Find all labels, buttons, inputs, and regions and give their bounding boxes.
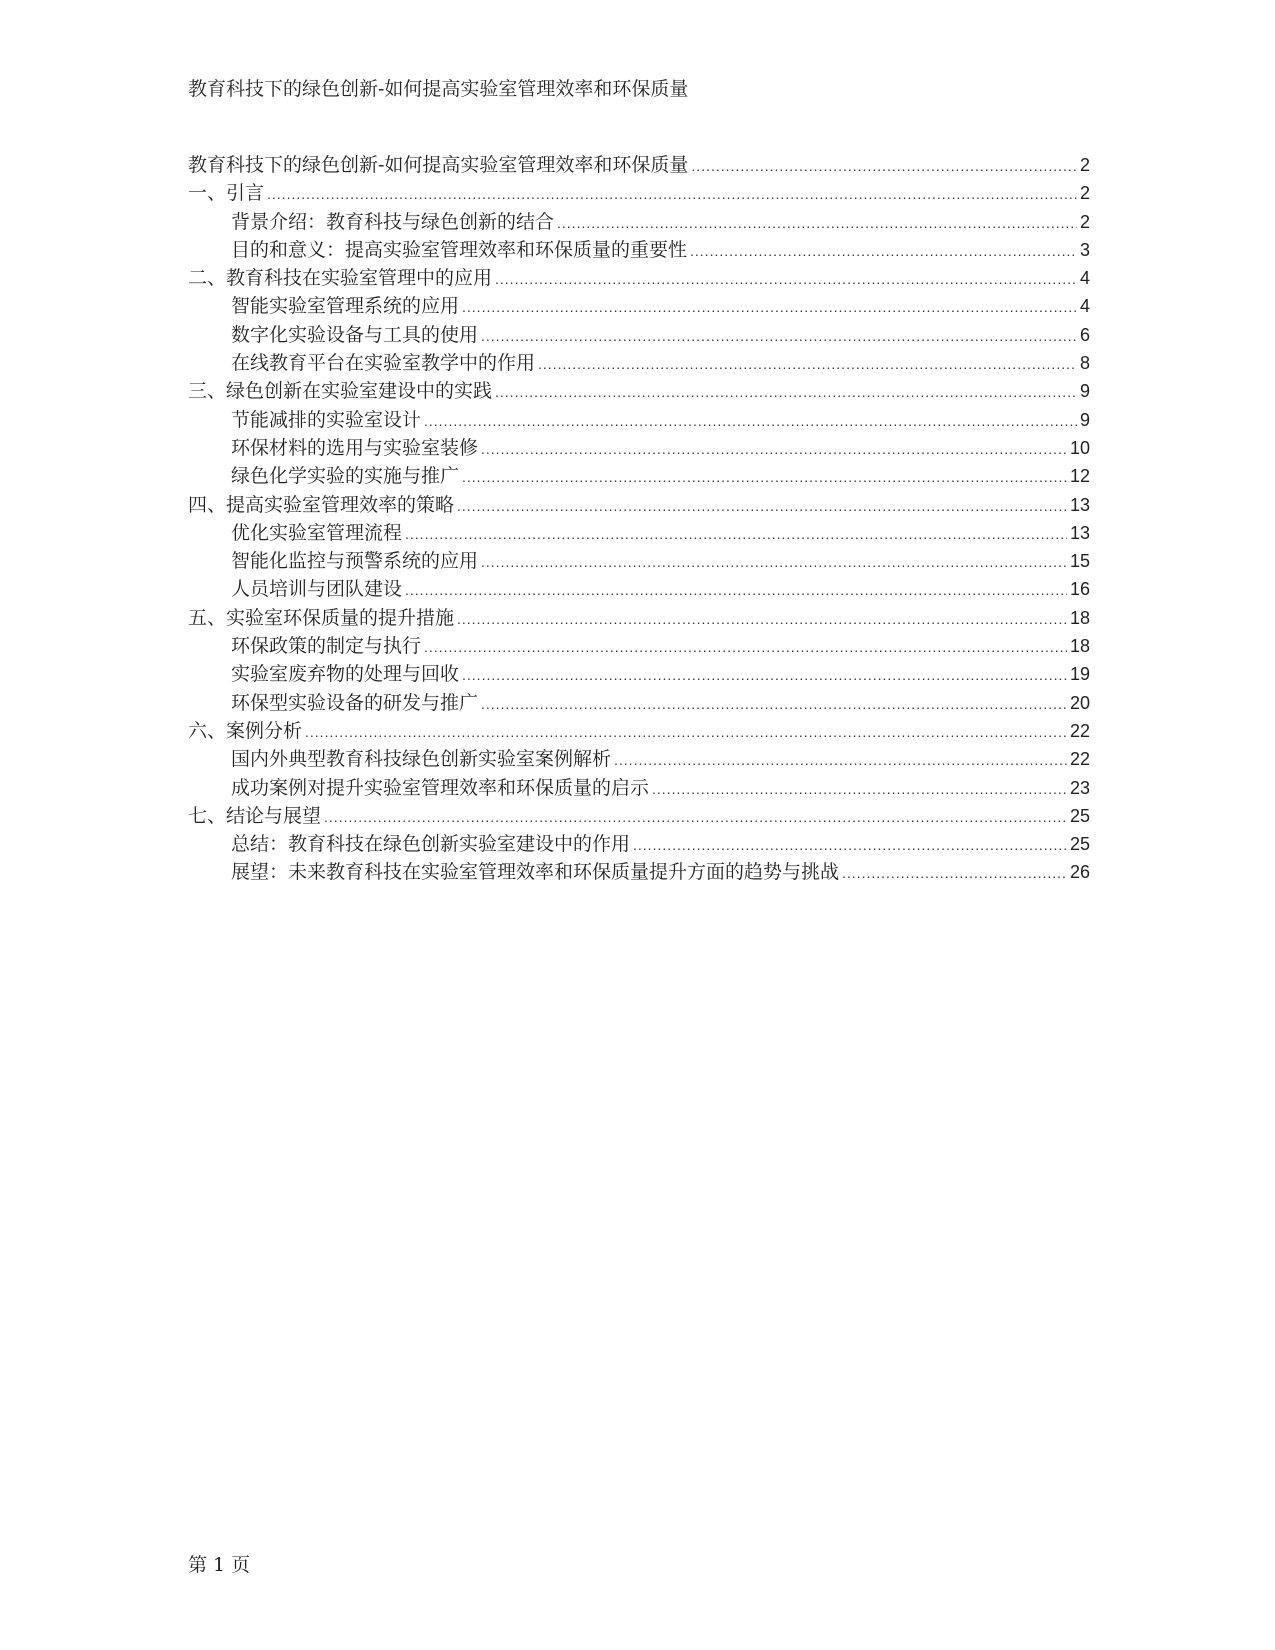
toc-dot-leader [538, 350, 1077, 378]
toc-entry-page-number: 25 [1069, 834, 1090, 855]
toc-entry-label: 三、绿色创新在实验室建设中的实践 [188, 380, 493, 403]
toc-dot-leader [614, 746, 1067, 774]
toc-entry-page-number: 16 [1069, 579, 1090, 600]
toc-entry-label: 背景介绍：教育科技与绿色创新的结合 [231, 210, 555, 233]
toc-entry-page-number: 15 [1069, 551, 1090, 572]
toc-entry-page-number: 3 [1079, 239, 1090, 260]
toc-entry[interactable] [188, 575, 1090, 603]
toc-dot-leader [652, 775, 1067, 803]
toc-entry-page-number: 18 [1069, 636, 1090, 657]
toc-entry[interactable] [188, 745, 1090, 773]
toc-entry-label: 成功案例对提升实验室管理效率和环保质量的启示 [231, 776, 650, 799]
toc-entry-page-number: 4 [1079, 296, 1090, 317]
toc-entry[interactable] [188, 519, 1090, 547]
toc-entry-page-number: 9 [1079, 381, 1090, 402]
toc-entry-page-number: 19 [1069, 664, 1090, 685]
toc-dot-leader [405, 576, 1067, 604]
toc-entry-label: 七、结论与展望 [188, 804, 322, 827]
table-of-contents [188, 151, 1090, 887]
toc-entry-page-number: 2 [1079, 183, 1090, 204]
toc-entry-label: 环保型实验设备的研发与推广 [231, 691, 479, 714]
toc-entry-label: 五、实验室环保质量的提升措施 [188, 606, 455, 629]
toc-entry-label: 国内外典型教育科技绿色创新实验室案例解析 [231, 748, 612, 771]
toc-entry[interactable] [188, 151, 1090, 179]
toc-entry[interactable] [188, 717, 1090, 745]
toc-entry[interactable] [188, 802, 1090, 830]
toc-entry[interactable] [188, 264, 1090, 292]
toc-entry[interactable] [188, 660, 1090, 688]
page-header: 教育科技下的绿色创新-如何提高实验室管理效率和环保质量 [188, 78, 689, 100]
toc-entry-label: 智能化监控与预警系统的应用 [231, 550, 479, 573]
toc-entry-page-number: 10 [1069, 437, 1090, 458]
toc-entry-label: 节能减排的实验室设计 [231, 408, 422, 431]
toc-entry[interactable] [188, 462, 1090, 490]
toc-dot-leader [305, 718, 1067, 746]
toc-entry[interactable] [188, 236, 1090, 264]
toc-entry[interactable] [188, 179, 1090, 207]
toc-entry-label: 实验室废弃物的处理与回收 [231, 663, 460, 686]
toc-entry-label: 环保材料的选用与实验室装修 [231, 436, 479, 459]
toc-dot-leader [557, 209, 1077, 237]
toc-dot-leader [462, 661, 1067, 689]
toc-entry-label: 智能实验室管理系统的应用 [231, 295, 460, 318]
toc-entry-page-number: 6 [1079, 324, 1090, 345]
page-number-footer: 第 1 页 [188, 1554, 251, 1576]
toc-entry-label: 六、案例分析 [188, 719, 303, 742]
toc-dot-leader [457, 605, 1067, 633]
toc-dot-leader [267, 180, 1077, 208]
toc-entry-label: 展望：未来教育科技在实验室管理效率和环保质量提升方面的趋势与挑战 [231, 861, 840, 884]
toc-entry-page-number: 22 [1069, 749, 1090, 770]
toc-entry[interactable] [188, 491, 1090, 519]
toc-entry[interactable] [188, 632, 1090, 660]
toc-entry-label: 一、引言 [188, 182, 265, 205]
toc-dot-leader [495, 265, 1077, 293]
toc-entry-label: 人员培训与团队建设 [231, 578, 403, 601]
toc-entry[interactable] [188, 689, 1090, 717]
toc-entry[interactable] [188, 321, 1090, 349]
toc-dot-leader [633, 831, 1067, 859]
toc-dot-leader [324, 803, 1067, 831]
toc-dot-leader [690, 237, 1077, 265]
toc-dot-leader [462, 463, 1067, 491]
toc-dot-leader [481, 435, 1067, 463]
toc-entry-label: 在线教育平台在实验室教学中的作用 [231, 352, 536, 375]
toc-entry[interactable] [188, 547, 1090, 575]
toc-entry[interactable] [188, 208, 1090, 236]
toc-entry[interactable] [188, 406, 1090, 434]
toc-entry-page-number: 8 [1079, 353, 1090, 374]
toc-entry[interactable] [188, 434, 1090, 462]
toc-entry-label: 绿色化学实验的实施与推广 [231, 465, 460, 488]
toc-entry[interactable] [188, 858, 1090, 886]
toc-dot-leader [691, 152, 1077, 180]
toc-dot-leader [481, 322, 1077, 350]
toc-entry-label: 环保政策的制定与执行 [231, 635, 422, 658]
toc-entry-label: 四、提高实验室管理效率的策略 [188, 493, 455, 516]
toc-dot-leader [842, 859, 1067, 887]
toc-entry[interactable] [188, 604, 1090, 632]
toc-dot-leader [457, 492, 1067, 520]
toc-entry-page-number: 26 [1069, 862, 1090, 883]
toc-entry[interactable] [188, 349, 1090, 377]
toc-entry[interactable] [188, 830, 1090, 858]
toc-dot-leader [462, 293, 1077, 321]
toc-entry-page-number: 13 [1069, 494, 1090, 515]
toc-entry-label: 教育科技下的绿色创新-如何提高实验室管理效率和环保质量 [188, 154, 689, 176]
toc-entry-page-number: 13 [1069, 522, 1090, 543]
toc-entry-label: 数字化实验设备与工具的使用 [231, 323, 479, 346]
toc-entry[interactable] [188, 774, 1090, 802]
toc-entry-page-number: 12 [1069, 466, 1090, 487]
toc-dot-leader [424, 633, 1067, 661]
toc-entry-label: 二、教育科技在实验室管理中的应用 [188, 267, 493, 290]
toc-dot-leader [481, 690, 1067, 718]
toc-entry-label: 优化实验室管理流程 [231, 521, 403, 544]
toc-entry-page-number: 4 [1079, 268, 1090, 289]
toc-dot-leader [495, 378, 1077, 406]
toc-entry-label: 目的和意义：提高实验室管理效率和环保质量的重要性 [231, 238, 688, 261]
toc-entry-page-number: 2 [1079, 211, 1090, 232]
toc-entry-page-number: 18 [1069, 607, 1090, 628]
toc-entry-page-number: 22 [1069, 720, 1090, 741]
toc-entry-page-number: 2 [1079, 155, 1090, 175]
toc-dot-leader [424, 407, 1077, 435]
toc-entry-page-number: 25 [1069, 805, 1090, 826]
toc-entry-label: 总结：教育科技在绿色创新实验室建设中的作用 [231, 833, 631, 856]
toc-entry-page-number: 23 [1069, 777, 1090, 798]
toc-entry[interactable] [188, 377, 1090, 405]
toc-entry-page-number: 20 [1069, 692, 1090, 713]
toc-dot-leader [481, 548, 1067, 576]
toc-entry-page-number: 9 [1079, 409, 1090, 430]
toc-dot-leader [405, 520, 1067, 548]
toc-entry[interactable] [188, 292, 1090, 320]
